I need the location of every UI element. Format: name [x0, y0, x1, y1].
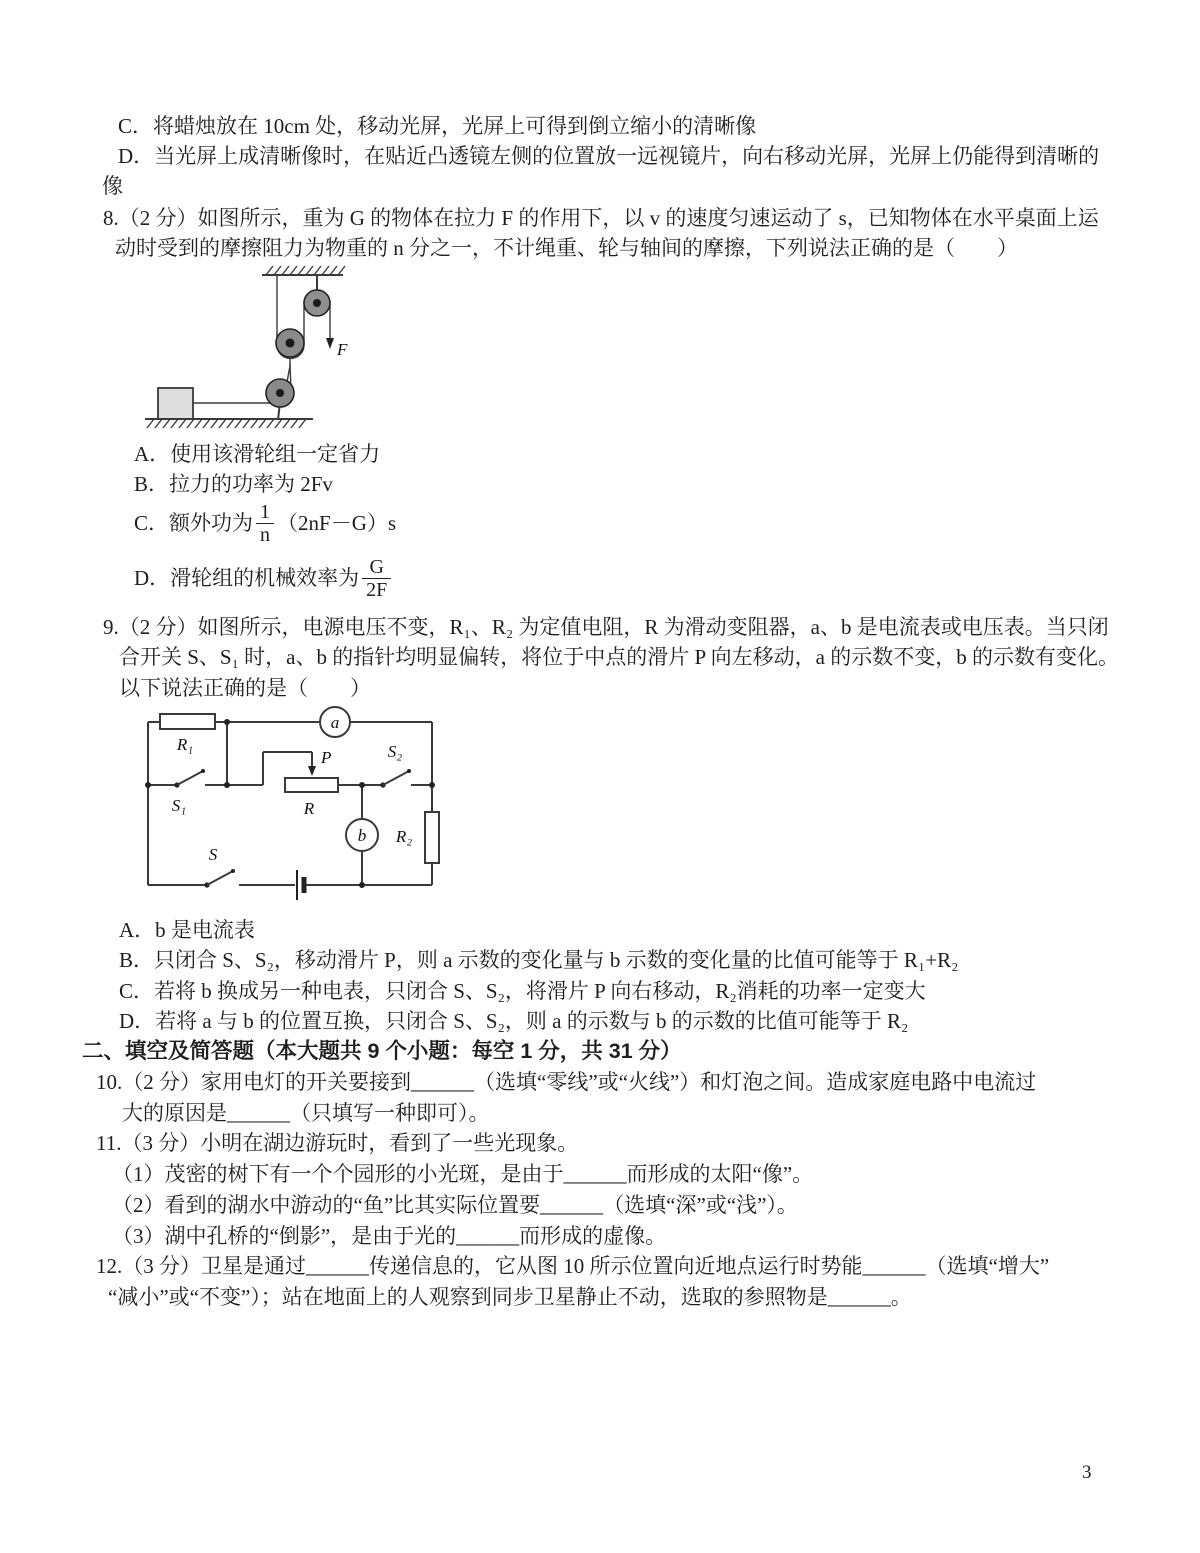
q8-option-c-tail: （2nF－G）s: [277, 511, 397, 535]
q8-option-d: [134, 551, 394, 605]
section2-header: 二、填空及简答题（本大题共 9 个小题：每空 1 分，共 31 分）: [82, 1039, 682, 1063]
q11-stem: 11.（3 分）小明在湖边游玩时，看到了一些光现象。: [96, 1131, 579, 1155]
resistor-r1: [160, 714, 215, 729]
label-a: a: [330, 713, 340, 732]
q8-option-b: B．拉力的功率为 2Fv: [134, 472, 333, 496]
q8-option-c-fraction: [256, 501, 274, 546]
resistor-r2: [425, 812, 439, 863]
pulley-figure: [140, 262, 350, 434]
battery: [297, 870, 304, 900]
q11-sub3: （3）湖中孔桥的“倒影”，是由于光的______而形成的虚像。: [112, 1224, 667, 1248]
q7-option-d: D．当光屏上成清晰像时，在贴近凸透镜左侧的位置放一远视镜片，向右移动光屏，光屏上仍能得到清晰的: [118, 144, 1100, 168]
switch-s2: [380, 769, 411, 788]
q7-option-c: C．将蜡烛放在 10cm 处，移动光屏，光屏上可得到倒立缩小的清晰像: [118, 114, 757, 138]
circuit-figure: [145, 705, 445, 910]
q9-option-c: C．若将 b 换成另一种电表，只闭合 S、S₂，将滑片 P 向右移动，R₂消耗的功率一定变大: [119, 979, 926, 1003]
label-s1: S₁: [171, 796, 187, 815]
q11-sub2: （2）看到的湖水中游动的“鱼”比其实际位置要______（选填“深”或“浅”）。: [112, 1193, 798, 1217]
label-s: S: [208, 845, 218, 864]
switch-s1: [174, 769, 205, 788]
q10-line1: 10.（2 分）家用电灯的开关要接到______（选填“零线”或“火线”）和灯泡之间。造成家庭电路中电流过: [96, 1070, 1037, 1094]
fraction-denominator: n: [256, 523, 274, 546]
q10-line2: 大的原因是______（只填写一种即可）。: [122, 1101, 490, 1125]
q8-option-a: A．使用该滑轮组一定省力: [134, 442, 381, 466]
label-s2: S₂: [387, 742, 403, 761]
slider-arrow: [308, 766, 316, 776]
q8-option-d-fraction: [362, 556, 391, 601]
fraction-numerator: 1: [260, 500, 271, 523]
q9-stem-line2: 合开关 S、S₁ 时，a、b 的指针均明显偏转，将位于中点的滑片 P 向左移动，a 的示数不变，b 的示数有变化。: [119, 645, 1119, 669]
fraction-denominator: 2F: [362, 578, 391, 601]
q8-option-c: [134, 496, 396, 550]
label-r1: R₁: [176, 735, 194, 754]
q8-stem-line2: 动时受到的摩擦阻力为物重的 n 分之一，不计绳重、轮与轴间的摩擦，下列说法正确的是（ ）: [115, 236, 1018, 260]
page-number: 3: [1082, 1462, 1092, 1483]
q8-stem-line1: 8.（2 分）如图所示，重为 G 的物体在拉力 F 的作用下，以 v 的速度匀速运动了 s，已知物体在水平桌面上运: [103, 206, 1099, 230]
ground: [145, 419, 313, 428]
q11-sub1: （1）茂密的树下有一个个园形的小光斑，是由于______而形成的太阳“像”。: [112, 1162, 814, 1186]
q7-option-d-cont: 像: [102, 174, 123, 198]
q12-line1: 12.（3 分）卫星是通过______传递信息的，它从图 10 所示位置向近地点运行时势能______（选填“增大”: [96, 1254, 1050, 1278]
label-b: b: [357, 826, 367, 845]
rheostat-r: [285, 778, 338, 792]
ground-pulley: [266, 379, 294, 420]
fixed-pulley: [304, 275, 330, 316]
q8-option-d-text: D．滑轮组的机械效率为: [134, 566, 360, 590]
label-p: P: [321, 748, 332, 767]
q12-line2: “减小”或“不变”）；站在地面上的人观察到同步卫星静止不动，选取的参照物是______。: [108, 1285, 912, 1309]
block: [158, 388, 193, 419]
switch-s: [204, 869, 235, 888]
q9-option-d: D．若将 a 与 b 的位置互换，只闭合 S、S₂，则 a 的示数与 b 的示数的比值可能等于 R₂: [119, 1009, 909, 1033]
label-r2: R₂: [395, 827, 413, 846]
fraction-numerator: G: [369, 555, 384, 578]
ceiling: [262, 266, 345, 275]
q9-option-b: B．只闭合 S、S₂，移动滑片 P，则 a 示数的变化量与 b 示数的变化量的比值可能等于 R₁+R₂: [119, 948, 959, 972]
label-r: R: [303, 799, 315, 818]
movable-pulley: [276, 329, 304, 357]
q9-stem-line3: 以下说法正确的是（ ）: [119, 676, 371, 700]
force-f-label: F: [337, 340, 348, 359]
q9-option-a: A．b 是电流表: [119, 918, 255, 942]
q8-option-c-text: C．额外功为: [134, 511, 254, 535]
q9-stem-line1: 9.（2 分）如图所示，电源电压不变，R₁、R₂ 为定值电阻，R 为滑动变阻器，a、b 是电流表或电压表。当只闭: [103, 615, 1109, 639]
